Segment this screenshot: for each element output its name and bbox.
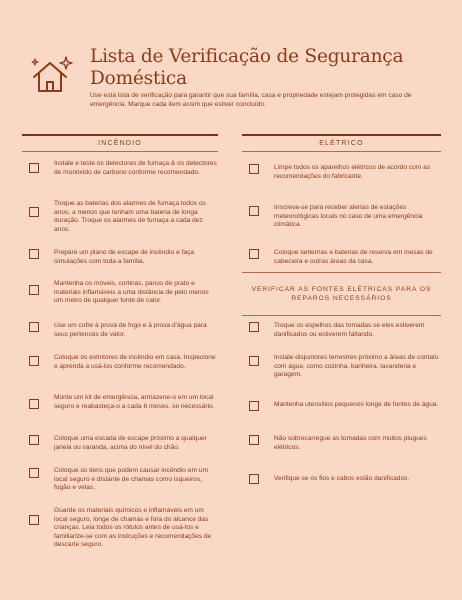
- item-text: Mantenha utensílios pequenos longe de fontes de água.: [274, 401, 439, 408]
- checkbox-icon[interactable]: [249, 249, 259, 259]
- checkbox-icon[interactable]: [249, 322, 259, 332]
- checkbox-icon[interactable]: [249, 401, 259, 411]
- item-text: Coloque os extintores de incêndio em casa. Inspecione e aprenda a usá-los conforme recomendado.: [54, 354, 216, 370]
- checkbox-icon[interactable]: [29, 285, 39, 295]
- item-text: Troque os espelhos das tomadas se eles estiverem danificados ou estiverem faltando.: [274, 322, 425, 338]
- item-text: Troque as baterias dos alarmes de fumaça todos os anos, a menos que tenham uma bateria de longa duração. Troque os alarmes de fumaça a cada dez anos.: [54, 200, 206, 233]
- item-text: Inscreva-se para receber alertas de estações meteorológicas locais no caso de uma emergência climática.: [274, 204, 423, 229]
- checkbox-icon[interactable]: [29, 435, 39, 445]
- item-text: Mantenha os móveis, cortinas, panos de prato e materiais inflamáveis a uma distância de pelo menos um metro de qualquer fonte de calor.: [54, 280, 209, 305]
- checkbox-icon[interactable]: [249, 206, 259, 216]
- incendio-column: [22, 134, 218, 549]
- item-text: Coloque lanternas e baterias de reserva em mesas de cabeceira e outras áreas da casa.: [274, 249, 433, 265]
- item-text: Instale disjuntores terrestres próximo a áreas de contato com água, como cozinha, banheira, lavanderia e garagem.: [274, 354, 439, 379]
- item-text: Verifique se os fios e cabos estão danificados.: [274, 475, 410, 482]
- item-text: Use um cofre à prova de fogo e à prova d'água para seus pertences de valor.: [54, 322, 207, 338]
- checkbox-icon[interactable]: [29, 163, 39, 173]
- checkbox-icon[interactable]: [249, 435, 259, 445]
- checkbox-icon[interactable]: [249, 356, 259, 366]
- page-title: Lista de Verificação de Segurança Doméstica: [90, 46, 404, 89]
- checkbox-icon[interactable]: [249, 474, 259, 484]
- checkbox-icon[interactable]: [29, 207, 39, 217]
- eletrico-heading: ELÉTRICO: [242, 134, 441, 152]
- item-text: Guarde os materiais químicos e inflamáveis em um local seguro, longe de chamas e fora do alcance das crianças. Leia todos os rótulos antes de usá-los e familiarize-se com as instruções e recomendações de descarte seguro.: [54, 507, 212, 549]
- item-text: Coloque uma escada de escape próximo a qualquer janela ou varanda, acima do nível do chão.: [54, 435, 207, 451]
- checkbox-icon[interactable]: [29, 515, 39, 525]
- checkbox-icon[interactable]: [29, 249, 39, 259]
- item-text: Prepare um plano de escape de incêndio e faça simulações com toda a família.: [54, 249, 195, 265]
- incendio-heading: INCÊNDIO: [22, 134, 218, 152]
- item-text: Instale e teste os detectores de fumaça & os detectores de monóxido de carbono conforme recomendado.: [54, 160, 217, 176]
- electrical-repairs-subheading: VERIFICAR AS FONTES ELÉTRICAS PARA OS REPAROS NECESSÁRIOS: [242, 272, 441, 316]
- item-text: Coloque os itens que podem causar incêndio em um local seguro e distante de chamas como isqueiros, fogão e velas.: [54, 467, 208, 492]
- intro-text: Use esta lista de verificação para garantir que sua família, casa e propriedade estejam protegidas em caso de emergência. Marque cada item assim que estiver concluído.: [90, 92, 412, 108]
- checkbox-icon[interactable]: [29, 322, 39, 332]
- checkbox-icon[interactable]: [249, 164, 259, 174]
- item-text: Limpe todos os aparelhos elétricos de acordo com as recomendações do fabricante.: [274, 164, 431, 180]
- house-sparkle-icon: [30, 55, 76, 95]
- checkbox-icon[interactable]: [29, 468, 39, 478]
- checkbox-icon[interactable]: [29, 356, 39, 366]
- item-text: Não sobrecarregue as tomadas com muitos plugues elétricos.: [274, 435, 427, 451]
- eletrico-column: [242, 134, 441, 482]
- checkbox-icon[interactable]: [29, 399, 39, 409]
- item-text: Monte um kit de emergência, armazene-o em um local seguro e reabasteça-o a cada 6 meses, se necessário.: [54, 394, 215, 410]
